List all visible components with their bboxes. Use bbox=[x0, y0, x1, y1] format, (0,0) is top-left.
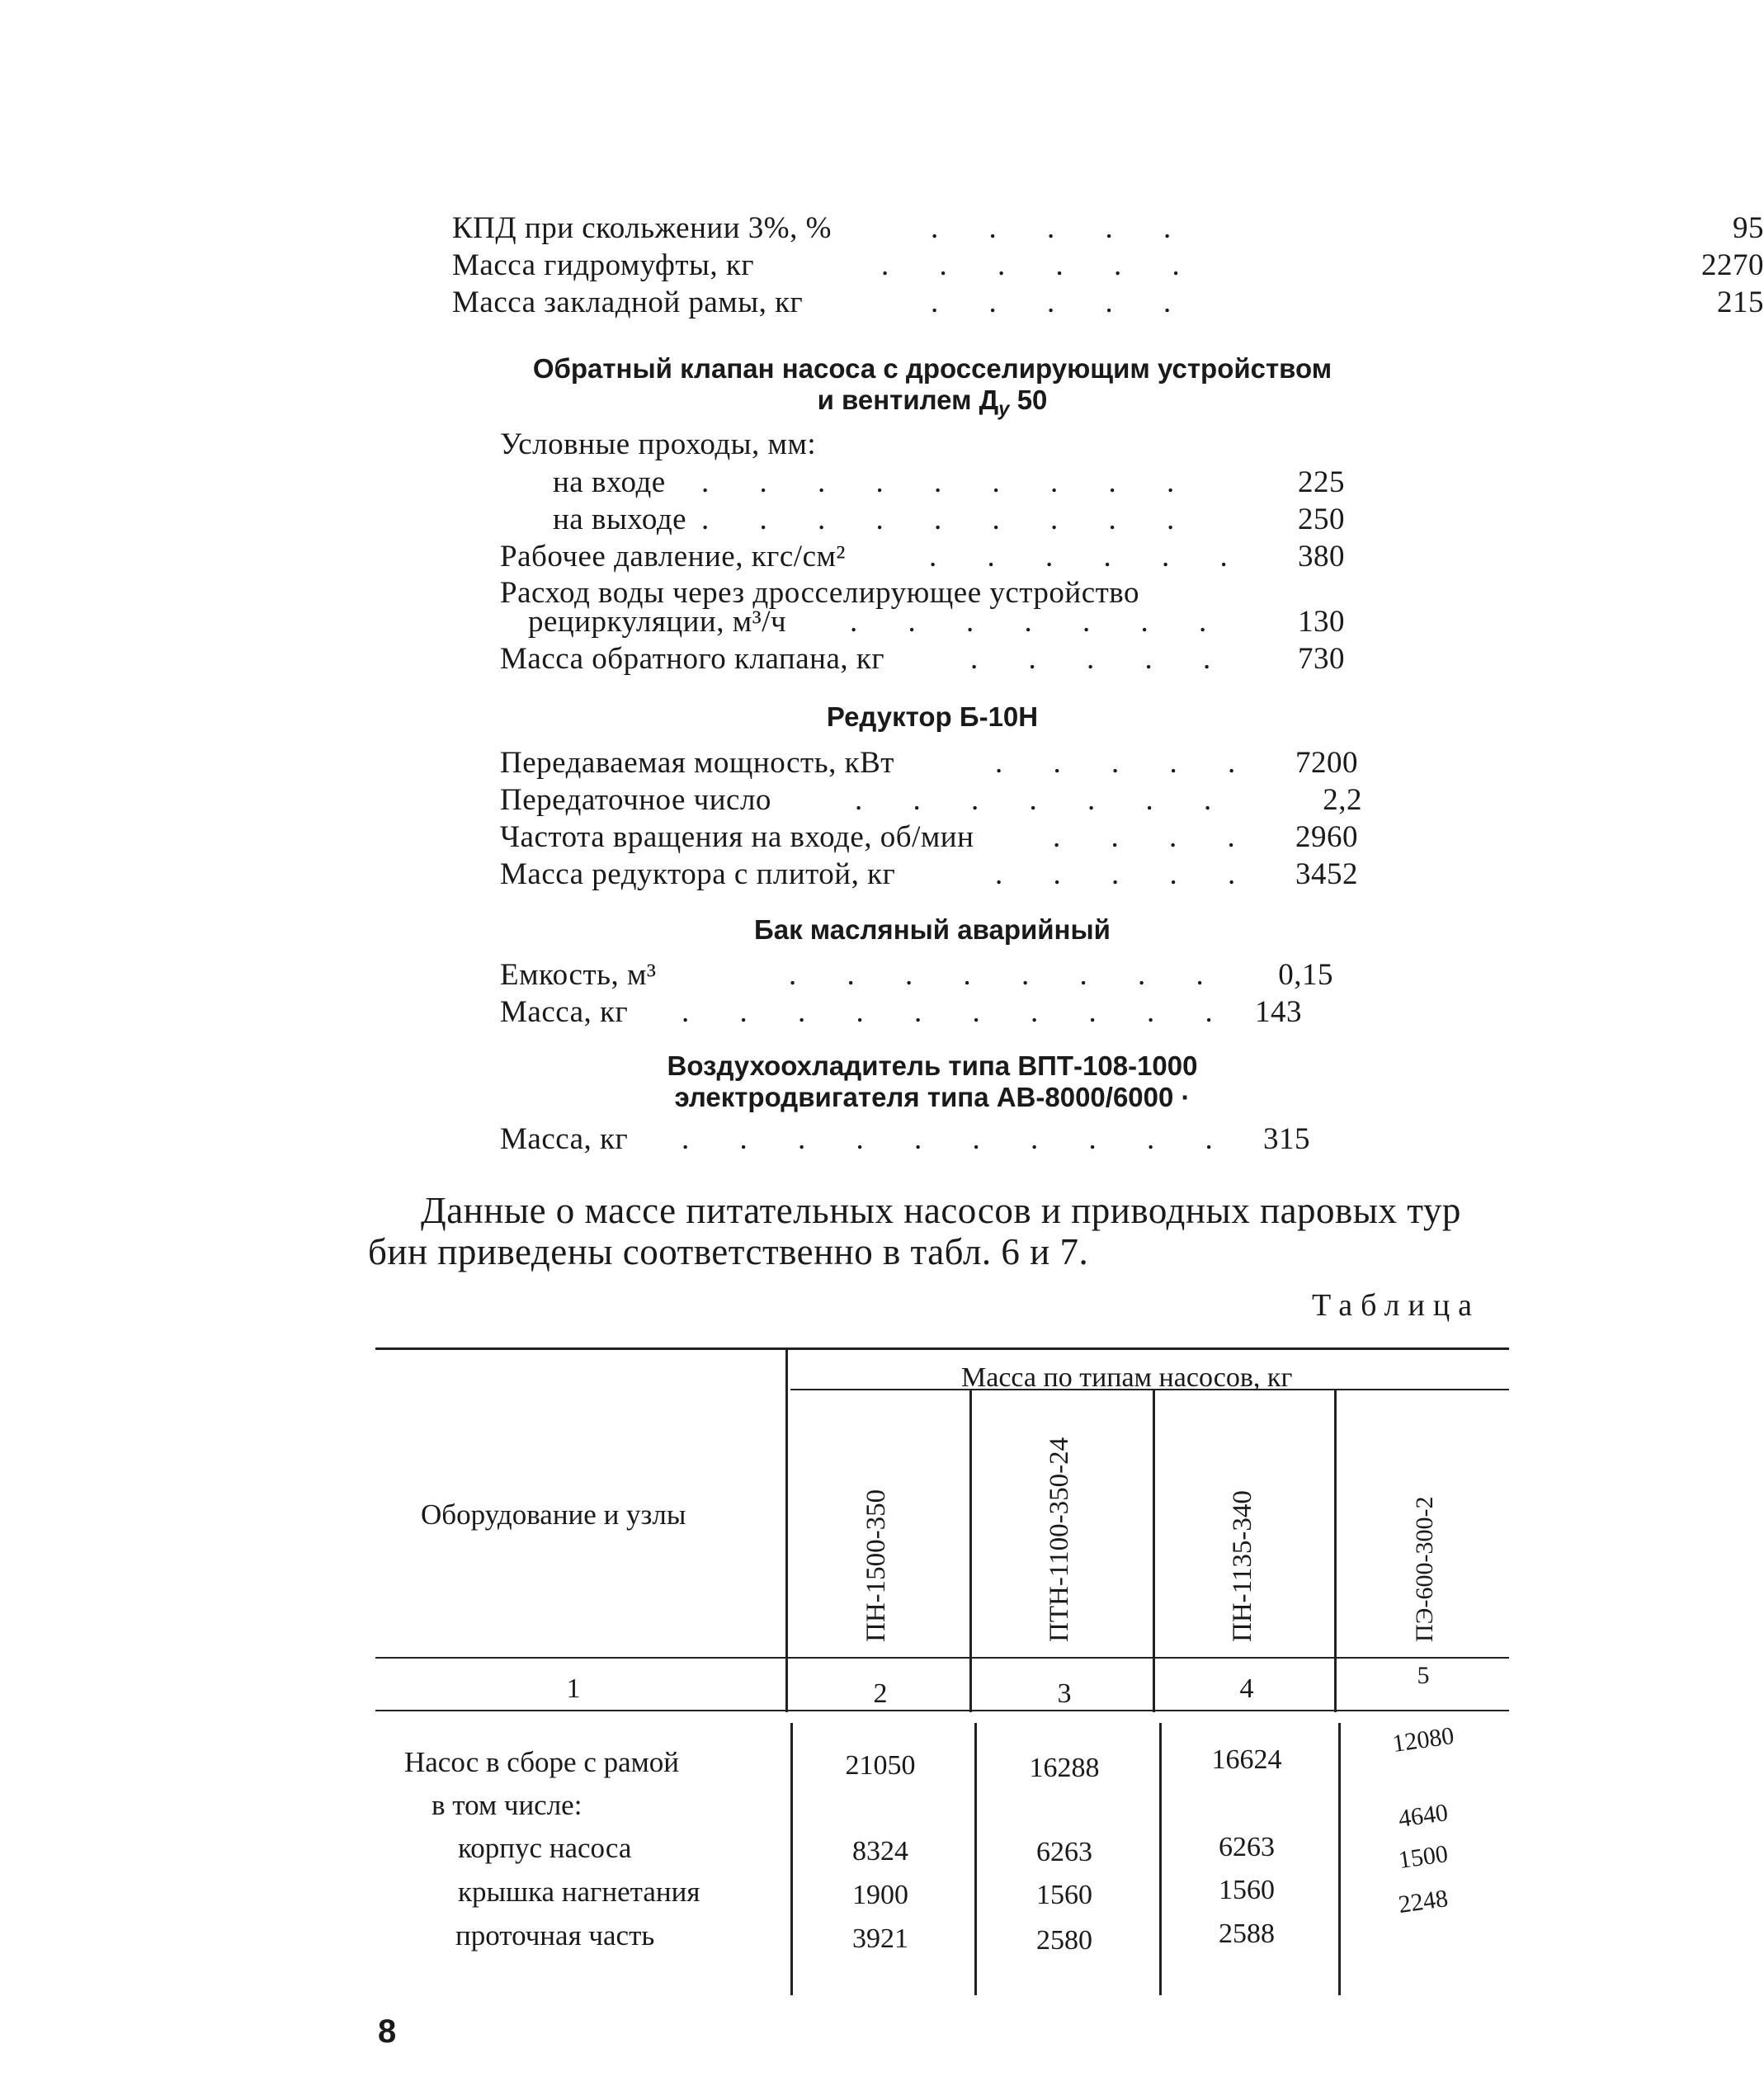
spec-value: 143 bbox=[1255, 995, 1302, 1029]
table-top-rule bbox=[375, 1347, 1509, 1350]
pump-type-header: ПТН-1100-350-24 bbox=[1045, 1437, 1074, 1642]
spec-label: Масса обратного клапана, кг bbox=[500, 642, 885, 676]
row-name: Насос в сборе с рамой bbox=[404, 1746, 680, 1778]
col-number: 2 bbox=[873, 1678, 888, 1709]
valve-heading-text: и вентилем Д bbox=[817, 384, 999, 415]
valve-heading-line1: Обратный клапан насоса с дросселирующим устройством bbox=[532, 353, 1332, 384]
spec-label: на выходе bbox=[553, 503, 687, 536]
spec-value: 315 bbox=[1263, 1122, 1310, 1156]
spec-value: 0,15 bbox=[1278, 958, 1333, 992]
leader-dots: . . . . . . . . . bbox=[701, 503, 1196, 536]
spec-label: Расход воды через дросселирующее устройство bbox=[500, 576, 1140, 610]
col-divider bbox=[785, 1349, 788, 1712]
spec-value: 215 bbox=[1717, 286, 1764, 319]
row-name: проточная часть bbox=[455, 1919, 655, 1951]
spec-label: рециркуляции, м³/ч bbox=[528, 605, 787, 639]
spec-value: 250 bbox=[1298, 503, 1345, 536]
spec-label: Емкость, м³ bbox=[500, 958, 657, 992]
spec-label: Рабочее давление, кгс/см² bbox=[500, 540, 846, 573]
spec-label: на входе bbox=[553, 465, 666, 499]
spec-label: Передаточное число bbox=[500, 783, 771, 817]
col1-header: Оборудование и узлы bbox=[421, 1498, 686, 1531]
leader-dots: . . . . . . . . . bbox=[701, 465, 1196, 499]
leader-dots: . . . . bbox=[1053, 820, 1257, 854]
leader-dots: . . . . . . . bbox=[855, 783, 1233, 817]
spec-label: Передаваемая мощность, кВт bbox=[500, 746, 894, 780]
cell-value: 2588 bbox=[1219, 1918, 1275, 1949]
pump-type-header: ПН-1135-340 bbox=[1228, 1490, 1257, 1642]
spec-label: Частота вращения на входе, об/мин bbox=[500, 820, 974, 854]
cell-value: 16624 bbox=[1211, 1744, 1282, 1775]
cell-value: 21050 bbox=[845, 1750, 916, 1781]
cell-value: 6263 bbox=[1219, 1832, 1275, 1862]
leader-dots: . . . . . bbox=[931, 286, 1193, 319]
tank-heading: Бак масляный аварийный bbox=[754, 914, 1111, 945]
cell-value: 16288 bbox=[1029, 1753, 1100, 1783]
spec-value: 2,2 bbox=[1323, 783, 1362, 817]
cell-value: 8324 bbox=[852, 1836, 908, 1867]
group-header: Масса по типам насосов, кг bbox=[961, 1362, 1293, 1393]
cell-value: 1560 bbox=[1219, 1875, 1275, 1905]
spec-value: 2270 bbox=[1701, 248, 1764, 282]
pump-type-header: ПЭ-600-300-2 bbox=[1411, 1496, 1438, 1642]
leader-dots: . . . . . bbox=[970, 642, 1233, 676]
col-number-rule bbox=[375, 1710, 1509, 1711]
pump-type-header: ПН-1500-350 bbox=[861, 1489, 891, 1642]
table-label: Таблица bbox=[1312, 1288, 1481, 1323]
col-divider bbox=[969, 1390, 972, 1712]
spec-value: 95 bbox=[1733, 211, 1764, 245]
header-bottom-rule bbox=[375, 1657, 1509, 1659]
col-divider bbox=[1338, 1723, 1341, 1995]
spec-label: Масса, кг bbox=[500, 995, 629, 1029]
col-number: 5 bbox=[1417, 1662, 1430, 1689]
leader-dots: . . . . . bbox=[995, 857, 1257, 891]
valve-heading-tail: 50 bbox=[1009, 384, 1048, 415]
col-divider bbox=[974, 1723, 977, 1995]
group-label-text: Условные проходы, мм: bbox=[500, 427, 817, 461]
cell-value: 2248 bbox=[1396, 1884, 1450, 1919]
cell-value: 4640 bbox=[1396, 1798, 1450, 1834]
spec-label: Масса гидромуфты, кг bbox=[452, 248, 755, 282]
reducer-heading: Редуктор Б-10Н bbox=[826, 701, 1039, 732]
leader-dots: . . . . . . bbox=[881, 248, 1201, 282]
leader-dots: . . . . . bbox=[931, 211, 1193, 245]
valve-heading bbox=[495, 353, 1370, 421]
valve-heading-line2 bbox=[495, 385, 1370, 421]
leader-dots: . . . . . . . bbox=[850, 605, 1229, 639]
leader-dots: . . . . . . . . bbox=[789, 958, 1225, 992]
row-name: корпус насоса bbox=[458, 1832, 632, 1864]
leader-dots: . . . . . . . . . . bbox=[682, 995, 1234, 1029]
page-number: 8 bbox=[378, 2013, 397, 2050]
leader-dots: . . . . . . . . . . bbox=[682, 1122, 1234, 1156]
col-number: 1 bbox=[566, 1673, 581, 1704]
col-number: 4 bbox=[1239, 1673, 1254, 1704]
spec-value: 2960 bbox=[1295, 820, 1358, 854]
spec-label: КПД при скольжении 3%, % bbox=[452, 211, 832, 245]
cell-value: 6263 bbox=[1036, 1837, 1092, 1867]
col-divider bbox=[1153, 1390, 1155, 1712]
spec-value: 225 bbox=[1298, 465, 1345, 499]
spec-label: Масса редуктора с плитой, кг bbox=[500, 857, 896, 891]
body-paragraph-line1: Данные о массе питательных насосов и приводных паровых тур bbox=[421, 1190, 1461, 1231]
cell-value: 2580 bbox=[1036, 1925, 1092, 1956]
spec-value: 3452 bbox=[1295, 857, 1358, 891]
valve-heading-subscript: у bbox=[998, 398, 1010, 421]
col-divider bbox=[790, 1723, 793, 1995]
spec-value: 730 bbox=[1298, 642, 1345, 676]
cooler-heading bbox=[602, 1050, 1262, 1113]
row-name: в том числе: bbox=[432, 1789, 582, 1821]
cooler-heading-line2: электродвигателя типа АВ-8000/6000 · bbox=[674, 1081, 1191, 1112]
spec-value: 130 bbox=[1298, 605, 1345, 639]
cell-value: 1500 bbox=[1396, 1839, 1450, 1875]
leader-dots: . . . . . . bbox=[929, 540, 1249, 573]
cell-value: 1560 bbox=[1036, 1880, 1092, 1910]
cell-value: 12080 bbox=[1390, 1721, 1456, 1758]
col-number: 3 bbox=[1057, 1678, 1072, 1709]
cooler-heading-line1: Воздухоохладитель типа ВПТ-108-1000 bbox=[667, 1050, 1198, 1081]
spec-label: Масса, кг bbox=[500, 1122, 629, 1156]
col-divider bbox=[1334, 1390, 1337, 1712]
spec-value: 7200 bbox=[1295, 746, 1358, 780]
col-divider bbox=[1159, 1723, 1162, 1995]
cell-value: 3921 bbox=[852, 1923, 908, 1954]
body-paragraph-line2: бин приведены соответственно в табл. 6 и 7. bbox=[368, 1231, 1089, 1272]
cell-value: 1900 bbox=[852, 1880, 908, 1910]
row-name: крышка нагнетания bbox=[458, 1876, 700, 1908]
leader-dots: . . . . . bbox=[995, 746, 1257, 780]
spec-value: 380 bbox=[1298, 540, 1345, 573]
spec-label: Масса закладной рамы, кг bbox=[452, 286, 804, 319]
